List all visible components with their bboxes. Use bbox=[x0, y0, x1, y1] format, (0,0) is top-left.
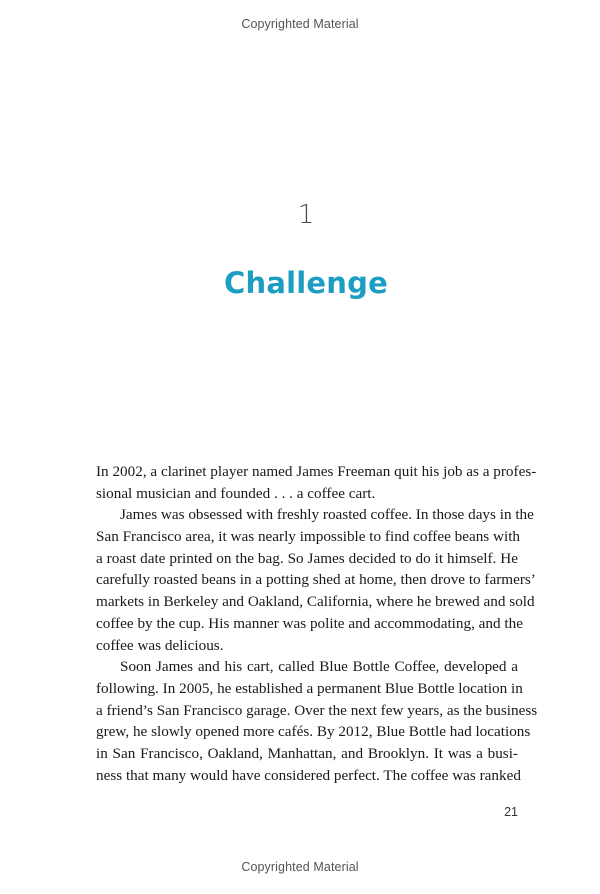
paragraph-3-line: grew, he slowly opened more cafés. By 2012, Blue Bottle had locations bbox=[96, 723, 531, 741]
paragraph-2-line: coffee was delicious. bbox=[96, 636, 224, 654]
paragraph-3-line: following. In 2005, he established a permanent Blue Bottle location in bbox=[96, 679, 523, 697]
copyright-watermark-bottom: Copyrighted Material bbox=[241, 860, 359, 874]
paragraph-2-line: San Francisco area, it was nearly impossible to find coffee beans with bbox=[96, 528, 521, 546]
page-number: 21 bbox=[504, 805, 518, 819]
paragraph-1-line: sional musician and founded . . . a coffee cart. bbox=[96, 484, 376, 502]
chapter-number: 1 bbox=[297, 200, 315, 230]
paragraph-1-line: In 2002, a clarinet player named James Freeman quit his job as a profes- bbox=[96, 463, 537, 480]
paragraph-2-line: a roast date printed on the bag. So James decided to do it himself. He bbox=[96, 549, 518, 567]
paragraph-2-line: carefully roasted beans in a potting shed at home, then drove to farmers’ bbox=[96, 571, 536, 589]
paragraph-2-line: James was obsessed with freshly roasted coffee. In those days in the bbox=[120, 506, 534, 524]
paragraph-3-line: a friend’s San Francisco garage. Over the next few years, as the business bbox=[96, 701, 538, 719]
paragraph-2-line: coffee by the cup. His manner was polite and accommodating, and the bbox=[96, 614, 523, 632]
body-text bbox=[96, 461, 538, 786]
chapter-title: Challenge bbox=[224, 266, 388, 300]
paragraph-3-line: in San Francisco, Oakland, Manhattan, and Brooklyn. It was a busi- bbox=[96, 744, 518, 762]
copyright-watermark-top: Copyrighted Material bbox=[241, 17, 359, 31]
paragraph-3-line: ness that many would have considered perfect. The coffee was ranked bbox=[96, 766, 521, 784]
paragraph-3-line: Soon James and his cart, called Blue Bottle Coffee, developed a bbox=[120, 658, 518, 676]
paragraph-2-line: markets in Berkeley and Oakland, California, where he brewed and sold bbox=[96, 593, 535, 611]
